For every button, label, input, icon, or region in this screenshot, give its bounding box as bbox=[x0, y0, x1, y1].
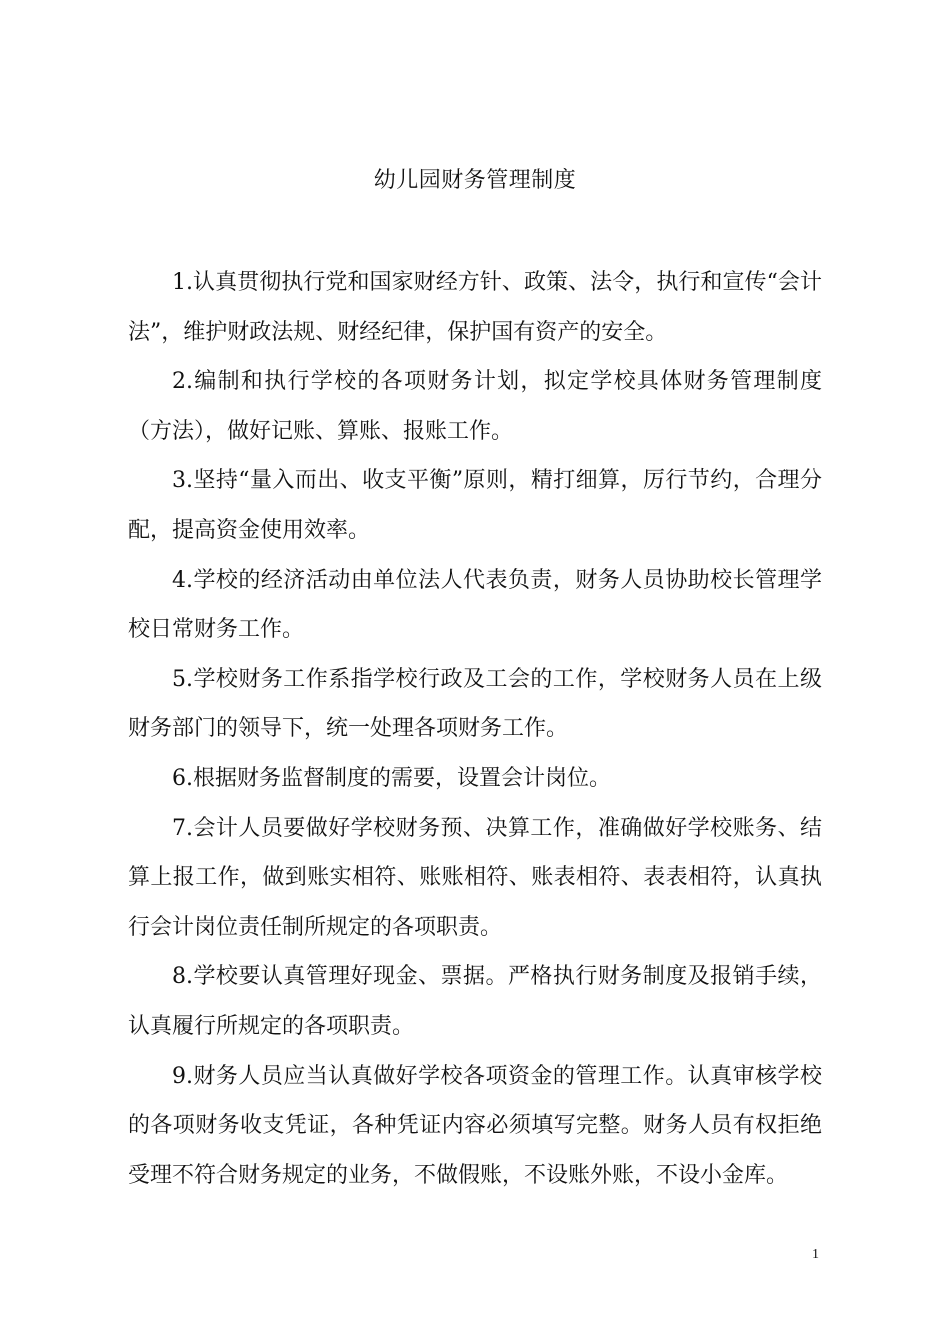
paragraph-4: 4.学校的经济活动由单位法人代表负责，财务人员协助校长管理学校日常财务工作。 bbox=[128, 567, 822, 643]
document-body bbox=[128, 258, 822, 1200]
document-title: 幼儿园财务管理制度 bbox=[373, 168, 577, 193]
paragraph-7: 7.会计人员要做好学校财务预、决算工作，准确做好学校账务、结算上报工作，做到账实相符、账账相符、账表相符、表表相符，认真执行会计岗位责任制所规定的各项职责。 bbox=[128, 815, 822, 940]
paragraph-2: 2.编制和执行学校的各项财务计划，拟定学校具体财务管理制度（方法），做好记账、算账、报账工作。 bbox=[128, 369, 822, 444]
paragraph-8: 8.学校要认真管理好现金、票据。严格执行财务制度及报销手续，认真履行所规定的各项职责。 bbox=[128, 964, 822, 1039]
paragraph-1: 1.认真贯彻执行党和国家财经方针、政策、法令，执行和宣传“会计法”，维护财政法规、财经纪律，保护国有资产的安全。 bbox=[128, 270, 822, 345]
paragraph-5: 5.学校财务工作系指学校行政及工会的工作，学校财务人员在上级财务部门的领导下，统一处理各项财务工作。 bbox=[128, 666, 822, 742]
page-number: 1 bbox=[812, 1247, 819, 1262]
paragraph-6: 6.根据财务监督制度的需要，设置会计岗位。 bbox=[172, 765, 611, 791]
paragraph-3: 3.坚持“量入而出、收支平衡”原则，精打细算，厉行节约，合理分配，提高资金使用效率。 bbox=[128, 468, 822, 543]
paragraph-9: 9.财务人员应当认真做好学校各项资金的管理工作。认真审核学校的各项财务收支凭证，各种凭证内容必须填写完整。财务人员有权拒绝受理不符合财务规定的业务，不做假账，不设账外账，不设小金库。 bbox=[128, 1063, 822, 1188]
